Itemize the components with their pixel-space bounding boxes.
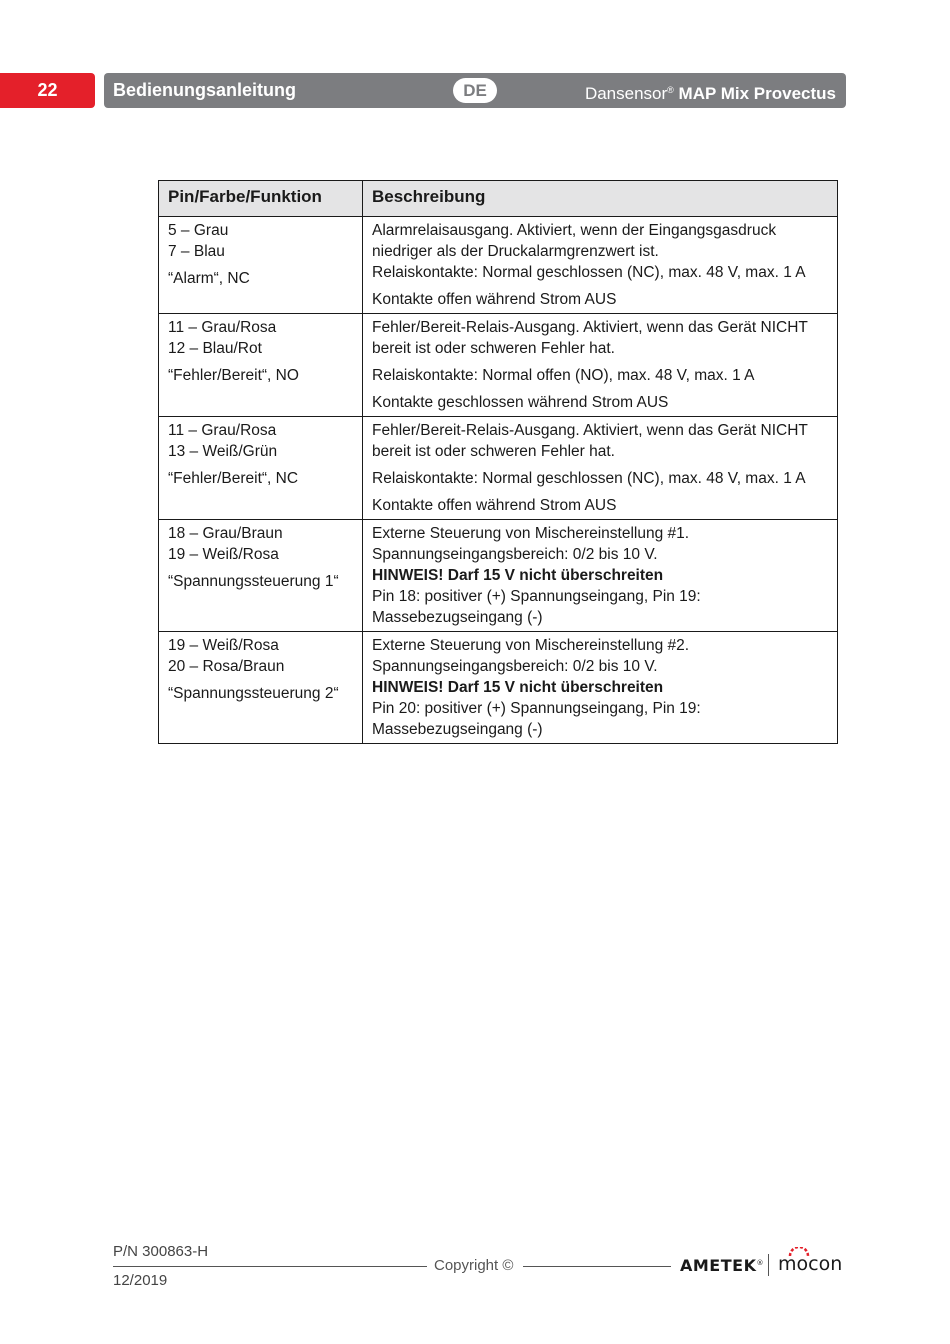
registered-mark: ® <box>667 85 674 95</box>
description-cell <box>363 632 838 744</box>
pin-line: 20 – Rosa/Braun <box>168 658 285 675</box>
description-cell <box>363 314 838 417</box>
table-row <box>159 217 838 314</box>
copyright-notice: Copyright © <box>434 1257 514 1274</box>
description-line: Pin 18: positiver (+) Spannungseingang, Pin 19: Massebezugseingang (-) <box>372 588 701 626</box>
table-row <box>159 520 838 632</box>
description-line: Kontakte offen während Strom AUS <box>372 291 617 308</box>
pin-cell <box>159 520 363 632</box>
ametek-logo <box>680 1256 764 1275</box>
pin-line: 5 – Grau <box>168 222 229 239</box>
pin-line: 13 – Weiß/Grün <box>168 443 278 460</box>
pin-line: 18 – Grau/Braun <box>168 525 283 542</box>
pin-cell <box>159 417 363 520</box>
table-row <box>159 314 838 417</box>
pin-function: “Fehler/Bereit“, NC <box>168 470 299 487</box>
language-badge: DE <box>453 78 497 103</box>
description-line: Kontakte offen während Strom AUS <box>372 497 617 514</box>
description-line: Externe Steuerung von Mischereinstellung #1. <box>372 525 690 542</box>
pin-cell <box>159 632 363 744</box>
description-line: Relaiskontakte: Normal offen (NO), max. 48 V, max. 1 A <box>372 367 755 384</box>
pin-line: 19 – Weiß/Rosa <box>168 546 279 563</box>
description-line: Spannungseingangsbereich: 0/2 bis 10 V. <box>372 546 658 563</box>
description-cell <box>363 520 838 632</box>
pin-line: 7 – Blau <box>168 243 225 260</box>
description-line: Kontakte geschlossen während Strom AUS <box>372 394 669 411</box>
header-bar <box>104 73 846 108</box>
warning-note <box>372 565 831 586</box>
pin-table <box>158 180 838 744</box>
description-line: Fehler/Bereit-Relais-Ausgang. Aktiviert, wenn das Gerät NICHT bereit ist oder schweren Fehler hat. <box>372 319 808 357</box>
document-date: 12/2019 <box>113 1272 168 1289</box>
pin-line: 11 – Grau/Rosa <box>168 422 277 439</box>
pin-function: “Spannungssteuerung 1“ <box>168 573 339 590</box>
description-cell <box>363 217 838 314</box>
description-line: Pin 20: positiver (+) Spannungseingang, Pin 19: Massebezugseingang (-) <box>372 700 701 738</box>
description-line: Externe Steuerung von Mischereinstellung #2. <box>372 637 690 654</box>
description-cell <box>363 417 838 520</box>
pin-cell <box>159 314 363 417</box>
warning-note <box>372 677 831 698</box>
description-line: Spannungseingangsbereich: 0/2 bis 10 V. <box>372 658 658 675</box>
mocon-logo: mocon <box>778 1253 843 1275</box>
warning-text: HINWEIS! Darf 15 V nicht überschreiten <box>372 567 664 584</box>
warning-text: HINWEIS! Darf 15 V nicht überschreiten <box>372 679 664 696</box>
description-line: Relaiskontakte: Normal geschlossen (NC), max. 48 V, max. 1 A <box>372 470 806 487</box>
ametek-logo-text: AMETEK <box>680 1256 757 1275</box>
column-header-description: Beschreibung <box>363 181 838 217</box>
part-number: P/N 300863-H <box>113 1243 209 1260</box>
description-line: Relaiskontakte: Normal geschlossen (NC), max. 48 V, max. 1 A <box>372 264 806 281</box>
section-title: Bedienungsanleitung <box>113 80 297 100</box>
footer-divider <box>113 1266 427 1267</box>
pin-function: “Alarm“, NC <box>168 270 250 287</box>
ametek-registered-mark: ® <box>756 1259 764 1267</box>
pin-line: 12 – Blau/Rot <box>168 340 262 357</box>
page-number: 22 <box>0 73 95 108</box>
pin-cell <box>159 217 363 314</box>
product-name: MAP Mix Provectus <box>678 84 836 103</box>
pin-line: 11 – Grau/Rosa <box>168 319 277 336</box>
description-line: Fehler/Bereit-Relais-Ausgang. Aktiviert, wenn das Gerät NICHT bereit ist oder schweren Fehler hat. <box>372 422 808 460</box>
pin-line: 19 – Weiß/Rosa <box>168 637 279 654</box>
column-header-pin: Pin/Farbe/Funktion <box>159 181 363 217</box>
table-row <box>159 632 838 744</box>
table-header-row <box>159 181 838 217</box>
product-prefix: Dansensor <box>584 84 668 103</box>
pin-function: “Spannungssteuerung 2“ <box>168 685 339 702</box>
pin-function: “Fehler/Bereit“, NO <box>168 367 299 384</box>
product-title <box>585 73 836 108</box>
description-line: Alarmrelaisausgang. Aktiviert, wenn der Eingangsgasdruck niedriger als der Druckalarmgrenzwert ist. <box>372 222 777 260</box>
table-row <box>159 417 838 520</box>
footer-divider <box>523 1266 671 1267</box>
logo-separator <box>768 1254 769 1276</box>
